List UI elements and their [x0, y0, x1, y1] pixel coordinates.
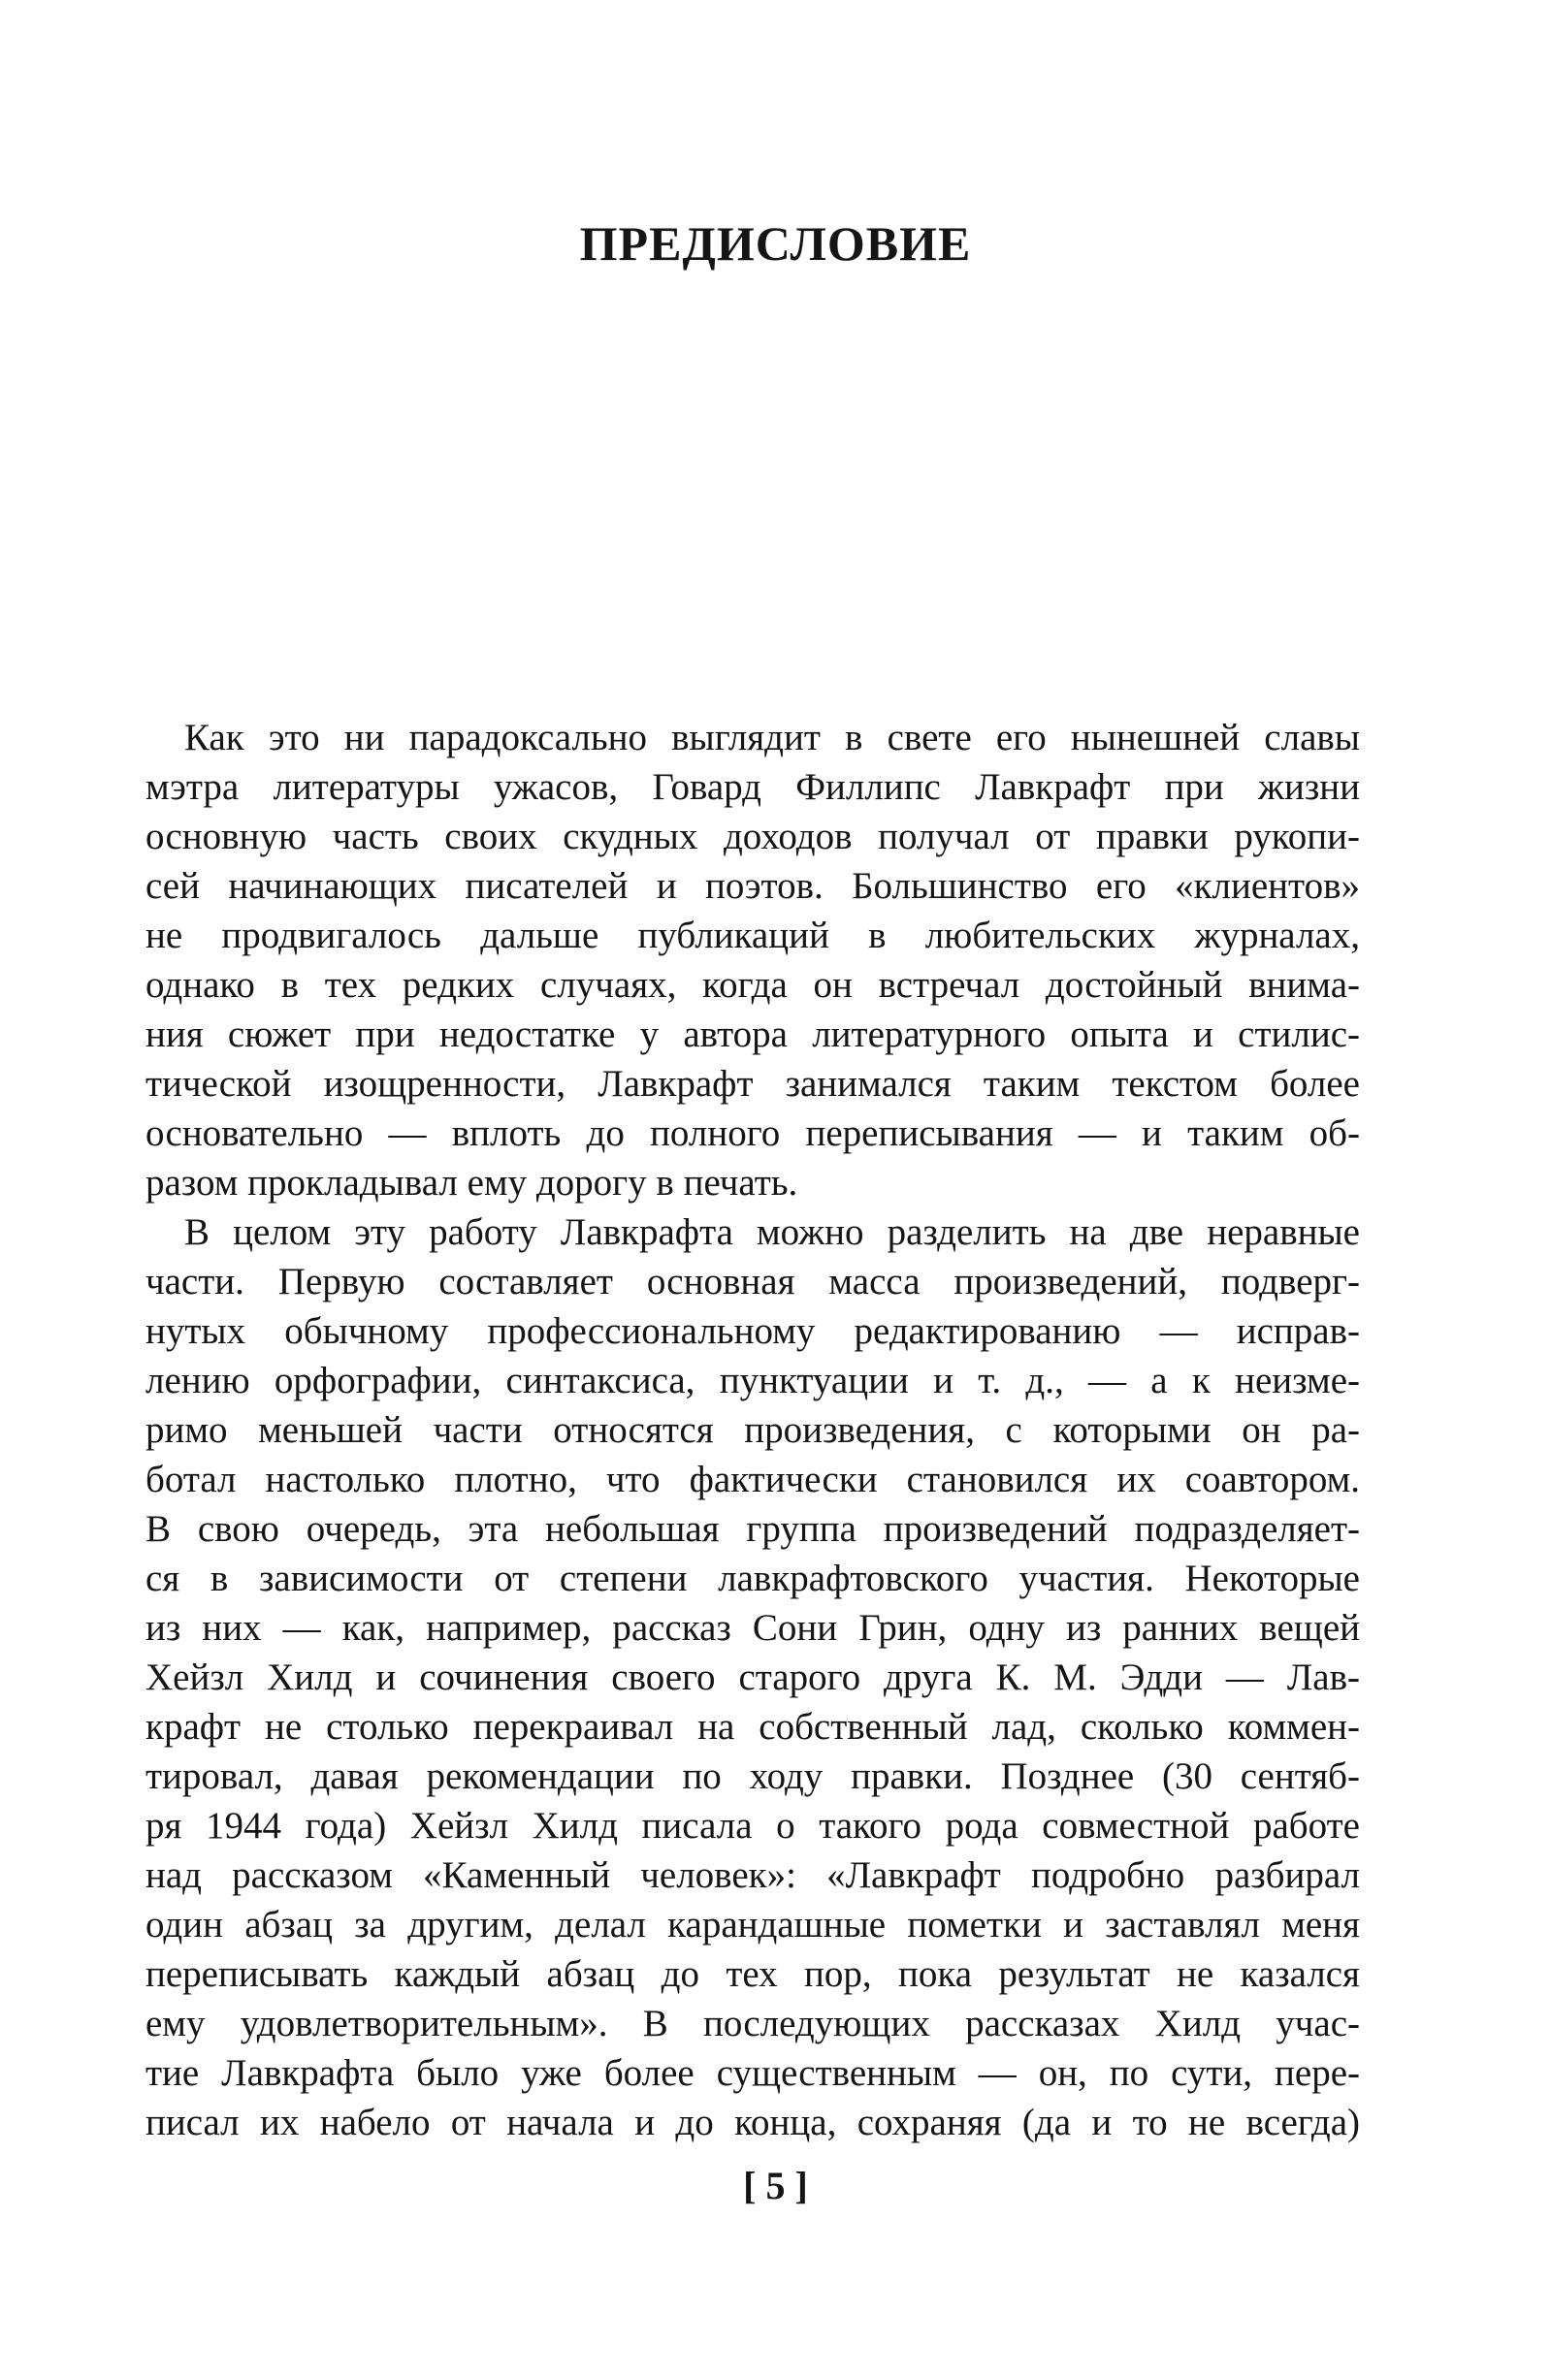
- text-line: основательно — вплоть до полного переписывания — и таким об-: [145, 1112, 1360, 1154]
- text-line: ря 1944 года) Хейзл Хилд писала о такого рода совместной работе: [145, 1805, 1360, 1847]
- page-number: [ 5 ]: [743, 2164, 808, 2207]
- text-line: ся в зависимости от степени лавкрафтовского участия. Некоторые: [145, 1558, 1360, 1599]
- text-line: тической изощренности, Лавкрафт занимался таким текстом более: [145, 1063, 1360, 1105]
- text-line: крафт не столько перекраивал на собственный лад, сколько коммен-: [145, 1706, 1360, 1748]
- text-line: В целом эту работу Лавкрафта можно разделить на две неравные: [184, 1211, 1360, 1253]
- text-line: ботал настолько плотно, что фактически становился их соавтором.: [145, 1459, 1360, 1500]
- text-line: мэтра литературы ужасов, Говард Филлипс Лавкрафт при жизни: [145, 766, 1360, 808]
- text-line: не продвигалось дальше публикаций в любительских журналах,: [145, 915, 1360, 956]
- text-line: сей начинающих писателей и поэтов. Большинство его «клиентов»: [145, 865, 1360, 907]
- text-line: переписывать каждый абзац до тех пор, пока результат не казался: [145, 1953, 1360, 1995]
- text-line: Как это ни парадоксально выглядит в свете его нынешней славы: [184, 717, 1360, 758]
- paragraph-1: [145, 713, 1360, 1207]
- text-line: над рассказом «Каменный человек»: «Лавкрафт подробно разбирал: [145, 1854, 1360, 1896]
- text-line: однако в тех редких случаях, когда он встречал достойный внима-: [145, 964, 1360, 1006]
- paragraph-2: [145, 1207, 1360, 2147]
- text-line: части. Первую составляет основная масса произведений, подверг-: [145, 1261, 1360, 1303]
- text-line: тировал, давая рекомендации по ходу правки. Позднее (30 сентяб-: [145, 1755, 1360, 1797]
- text-line: из них — как, например, рассказ Сони Грин, одну из ранних вещей: [145, 1607, 1360, 1649]
- text-line: нутых обычному профессиональному редактированию — исправ-: [145, 1310, 1360, 1352]
- body-text: [145, 713, 1360, 2147]
- text-line: лению орфографии, синтаксиса, пунктуации и т. д., — а к неизме-: [145, 1360, 1360, 1401]
- text-line: один абзац за другим, делал карандашные пометки и заставлял меня: [145, 1904, 1360, 1946]
- page-title: ПРЕДИСЛОВИЕ: [579, 216, 972, 271]
- text-line: писал их набело от начала и до конца, сохраняя (да и то не всегда): [145, 2102, 1360, 2143]
- text-line: ему удовлетворительным». В последующих рассказах Хилд учас-: [145, 2003, 1360, 2044]
- text-line: основную часть своих скудных доходов получал от правки рукопи-: [145, 816, 1360, 857]
- text-line: римо меньшей части относятся произведения, с которыми он ра-: [145, 1409, 1360, 1451]
- text-line: тие Лавкрафта было уже более существенным — он, по сути, пере-: [145, 2052, 1360, 2094]
- text-line: Хейзл Хилд и сочинения своего старого друга К. М. Эдди — Лав-: [145, 1656, 1360, 1698]
- text-line: ния сюжет при недостатке у автора литературного опыта и стилис-: [145, 1013, 1360, 1055]
- text-line: В свою очередь, эта небольшая группа произведений подразделяет-: [145, 1508, 1360, 1550]
- text-line: разом прокладывал ему дорогу в печать.: [145, 1162, 798, 1204]
